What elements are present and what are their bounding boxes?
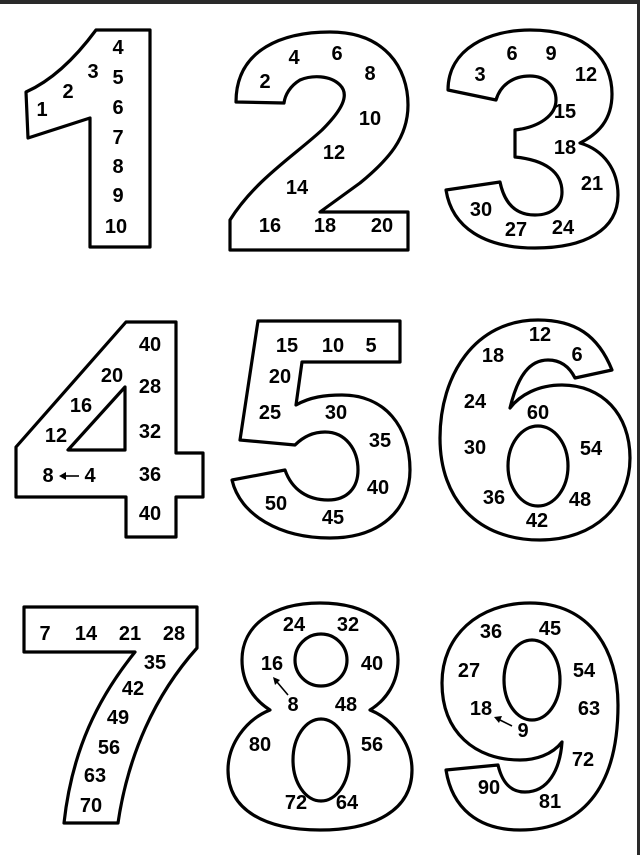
digit-5-number: 25	[258, 402, 282, 424]
digit-5-number: 10	[321, 335, 345, 357]
digit-5-number: 35	[368, 430, 392, 452]
digit-8-bottom-hole	[293, 719, 349, 801]
digit-2	[230, 32, 408, 250]
digit-4-number: 20	[100, 365, 124, 387]
digit-5-number: 30	[324, 402, 348, 424]
digit-6-number: 36	[482, 487, 506, 509]
digit-2-number: 6	[331, 43, 343, 65]
digit-2-number: 18	[313, 215, 337, 237]
digit-2-number: 12	[322, 142, 346, 164]
digit-4-number: 36	[138, 464, 162, 486]
digit-1-number: 4	[112, 37, 124, 59]
digit-6-number: 6	[571, 344, 583, 366]
digit-2-number: 14	[285, 177, 309, 199]
digit-6-hole	[508, 426, 568, 506]
digit-8-number: 40	[360, 653, 384, 675]
digit-3-number: 27	[504, 219, 528, 241]
digit-5-number: 20	[268, 366, 292, 388]
digit-3-number: 6	[506, 43, 518, 65]
digit-7-number: 63	[83, 765, 107, 787]
digit-9-number: 54	[572, 660, 596, 682]
digit-8	[228, 603, 412, 830]
digit-3-number: 24	[551, 217, 575, 239]
digit-7-number: 14	[74, 623, 98, 645]
digit-3	[446, 30, 618, 248]
digit-7-number: 35	[143, 652, 167, 674]
digit-8-number: 56	[360, 734, 384, 756]
digit-1-number: 2	[62, 81, 74, 103]
digit-7-number: 7	[39, 623, 51, 645]
digit-4-number: 12	[44, 425, 68, 447]
digit-2-number: 20	[370, 215, 394, 237]
digit-6-number: 48	[568, 489, 592, 511]
digit-6-number: 30	[463, 437, 487, 459]
digit-9-number: 9	[517, 720, 529, 742]
digit-7-number: 28	[162, 623, 186, 645]
digit-2-number: 4	[288, 47, 300, 69]
digit-2-number: 2	[259, 71, 271, 93]
digit-4	[16, 322, 203, 537]
digit-9-number: 27	[457, 660, 481, 682]
digit-1-number: 8	[112, 156, 124, 178]
digit-7	[24, 607, 197, 823]
digit-9-number: 90	[477, 777, 501, 799]
digit-5-number: 15	[275, 335, 299, 357]
digit-1-number: 9	[112, 185, 124, 207]
digit-3-number: 21	[580, 173, 604, 195]
digit-4-number: 16	[69, 395, 93, 417]
digit-4-number: 32	[138, 421, 162, 443]
digit-8-number: 72	[284, 792, 308, 814]
digit-1-number: 1	[36, 99, 48, 121]
digit-1-number: 3	[87, 61, 99, 83]
digit-9-number: 18	[469, 698, 493, 720]
digit-4-number: 8	[42, 465, 54, 487]
digit-8-number: 16	[260, 653, 284, 675]
digit-3-number: 9	[545, 43, 557, 65]
digit-6-number: 54	[579, 438, 603, 460]
digit-9-number: 63	[577, 698, 601, 720]
digit-5	[232, 321, 410, 538]
digit-2-number: 16	[258, 215, 282, 237]
digit-2-number: 8	[364, 63, 376, 85]
digit-7-number: 49	[106, 707, 130, 729]
digit-6-number: 18	[481, 345, 505, 367]
digit-9-number: 36	[479, 621, 503, 643]
digit-4-number: 40	[138, 334, 162, 356]
digit-8-number: 48	[334, 694, 358, 716]
digit-2-number: 10	[358, 108, 382, 130]
digit-9-number: 72	[571, 749, 595, 771]
digit-7-number: 21	[118, 623, 142, 645]
digit-8-number: 64	[335, 792, 359, 814]
digit-3-number: 15	[553, 101, 577, 123]
digit-9	[442, 603, 618, 830]
digit-1-number: 7	[112, 127, 124, 149]
digit-5-number: 50	[264, 493, 288, 515]
digit-4-number: 28	[138, 376, 162, 398]
digit-1-number: 5	[112, 67, 124, 89]
digit-7-number: 42	[121, 678, 145, 700]
digit-8-top-hole	[295, 634, 347, 686]
digit-4-number: 4	[84, 465, 96, 487]
digit-3-number: 30	[469, 199, 493, 221]
digit-8-number: 32	[336, 614, 360, 636]
digit-1-number: 10	[104, 216, 128, 238]
digit-4-number: 40	[138, 503, 162, 525]
digit-1-number: 6	[112, 97, 124, 119]
digit-8-number: 24	[282, 614, 306, 636]
digit-7-number: 70	[79, 795, 103, 817]
digit-6	[440, 320, 630, 540]
digit-6-number: 42	[525, 510, 549, 532]
digit-8-number: 80	[248, 734, 272, 756]
digit-9-number: 81	[538, 791, 562, 813]
digit-3-number: 12	[574, 64, 598, 86]
digit-9-hole	[504, 640, 560, 720]
digit-5-number: 45	[321, 507, 345, 529]
digit-8-number: 8	[287, 694, 299, 716]
digit-3-number: 3	[474, 64, 486, 86]
digit-5-number: 5	[365, 335, 377, 357]
digit-7-number: 56	[97, 737, 121, 759]
digit-6-number: 24	[463, 391, 487, 413]
digit-5-number: 40	[366, 477, 390, 499]
digit-1	[26, 30, 150, 247]
digit-3-number: 18	[553, 137, 577, 159]
digit-9-number: 45	[538, 618, 562, 640]
digit-6-number: 12	[528, 324, 552, 346]
digit-6-number: 60	[526, 402, 550, 424]
